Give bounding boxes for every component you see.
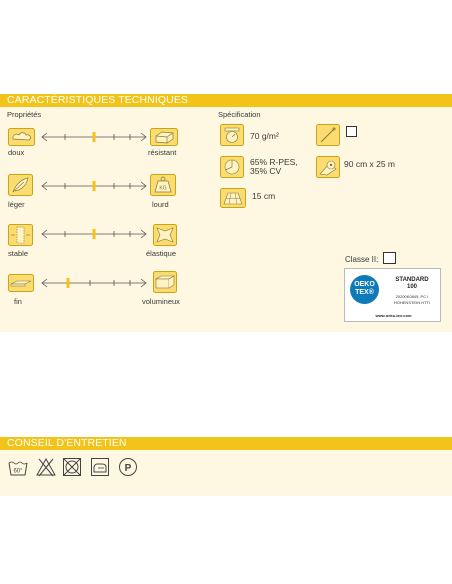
oeko-standard <box>385 277 439 291</box>
oeko-institute: HOHENSTEIN HTTI <box>393 300 431 305</box>
dry-clean-p-icon <box>118 457 138 477</box>
svg-text:P: P <box>124 463 132 474</box>
spec-composition-line2: 35% CV <box>250 166 282 176</box>
thin-layer-icon <box>8 274 34 292</box>
spec-roll: 90 cm x 25 m <box>344 159 396 169</box>
feather-icon <box>8 174 33 196</box>
soft-cloud-icon <box>8 128 35 146</box>
scale-left-label: léger <box>8 200 25 209</box>
scale-marker <box>67 278 70 288</box>
no-bleach-icon <box>36 457 56 477</box>
scale-left-label: fin <box>14 297 22 306</box>
class2-checkbox[interactable] <box>383 252 396 264</box>
scale-right-label: résistant <box>148 148 177 157</box>
needle-checkbox[interactable] <box>346 126 357 137</box>
weight-icon <box>150 174 176 196</box>
thick-layer-icon <box>153 271 177 293</box>
properties-label: Propriétés <box>7 110 42 119</box>
scale-right-label: lourd <box>152 200 169 209</box>
oeko-tex-logo <box>350 275 379 304</box>
oeko-standard-line1: STANDARD <box>395 277 429 283</box>
scale-left-label: stable <box>8 249 29 258</box>
scale-marker <box>93 229 96 239</box>
iron-icon <box>90 457 110 477</box>
care-section <box>0 437 452 496</box>
scale-right-label: élastique <box>146 249 177 258</box>
technical-header: CARACTÉRISTIQUES TECHNIQUES <box>0 94 452 107</box>
wash-60-icon <box>8 457 28 477</box>
scale-track <box>40 228 148 240</box>
width-grid-icon <box>220 188 246 208</box>
scale-right-label: volumineux <box>142 297 180 306</box>
spec-composition-line1: 65% R-PES, <box>250 157 298 167</box>
fabric-roll-icon <box>316 156 340 178</box>
oeko-logo-line2: TEX® <box>355 289 374 296</box>
oeko-tex-label <box>344 268 441 322</box>
no-tumble-dry-icon <box>62 457 82 477</box>
scale-marker <box>93 132 96 142</box>
stable-fabric-icon <box>8 224 33 246</box>
oeko-standard-line2: 100 <box>406 284 417 290</box>
brick-icon <box>150 128 178 146</box>
oeko-logo-line1: OEKO <box>354 281 375 288</box>
elastic-fabric-icon <box>153 224 177 246</box>
technical-section <box>0 94 452 332</box>
spec-width: 15 cm <box>252 191 276 201</box>
composition-pie-icon <box>220 156 244 178</box>
scale-left-label: doux <box>8 148 25 157</box>
needle-icon <box>316 124 340 146</box>
svg-text:KG: KG <box>159 185 167 192</box>
scale-track <box>40 277 148 289</box>
scale-track <box>40 180 148 192</box>
scale-track <box>40 131 148 143</box>
scale-marker <box>93 181 96 191</box>
spec-weight: 70 g/m² <box>250 131 279 141</box>
wash-temp-label: 60° <box>13 468 23 475</box>
oeko-cert: 20200K0845, PC I <box>395 294 429 299</box>
specification-label: Spécification <box>218 110 261 119</box>
oeko-url: www.oeko-tex.com <box>375 313 412 318</box>
care-header: CONSEIL D'ENTRETIEN <box>0 437 452 450</box>
scale-weight-icon <box>220 124 244 146</box>
class2-label: Classe II: <box>345 255 379 264</box>
